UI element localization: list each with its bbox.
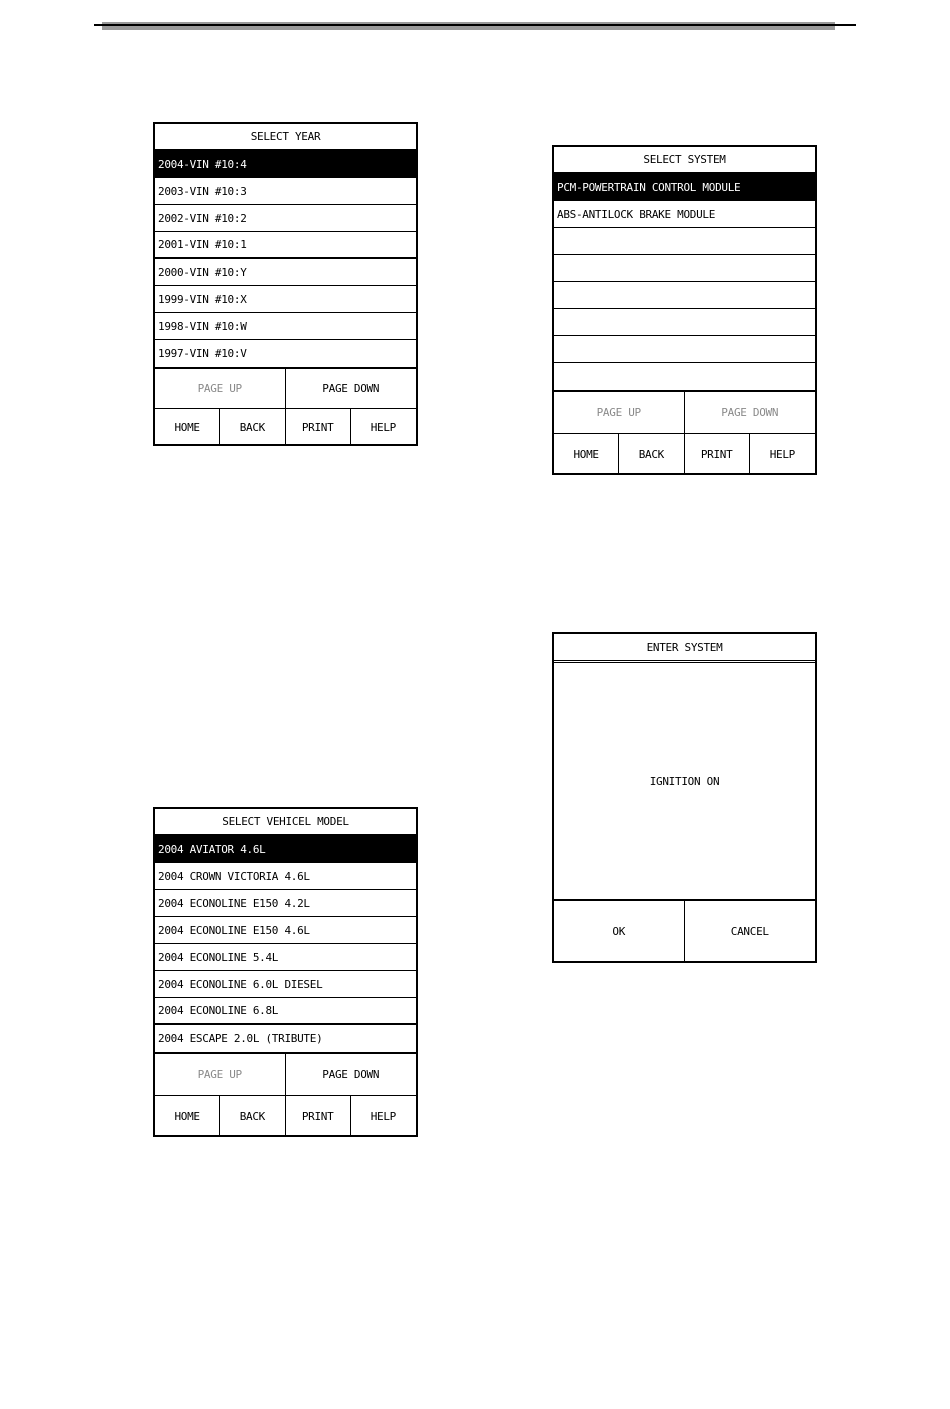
screen-title: SELECT YEAR xyxy=(155,124,416,151)
home-button[interactable]: HOME xyxy=(554,434,619,475)
list-item[interactable]: ABS-ANTILOCK BRAKE MODULE xyxy=(554,201,815,228)
page-down-button[interactable]: PAGE DOWN xyxy=(322,382,380,395)
select-model-screen xyxy=(153,807,418,1137)
print-button[interactable]: PRINT xyxy=(685,434,750,475)
list-item[interactable]: 2003-VIN #10:3 xyxy=(155,178,416,205)
enter-system-dialog xyxy=(552,632,817,963)
list-item[interactable]: 2004 AVIATOR 4.6L xyxy=(155,836,416,863)
list-item[interactable]: 2004 CROWN VICTORIA 4.6L xyxy=(155,863,416,890)
screen-title: SELECT SYSTEM xyxy=(554,147,815,174)
list-item[interactable]: 2000-VIN #10:Y xyxy=(155,259,416,286)
ok-button[interactable]: OK xyxy=(554,901,685,961)
help-button[interactable]: HELP xyxy=(370,421,397,434)
list-item[interactable]: 2001-VIN #10:1 xyxy=(155,232,416,259)
bottom-toolbar xyxy=(155,409,416,446)
back-button[interactable]: BACK xyxy=(220,409,285,446)
cancel-button[interactable]: CANCEL xyxy=(730,924,769,938)
bottom-toolbar xyxy=(155,1096,416,1137)
list-item[interactable]: 2004 ESCAPE 2.0L (TRIBUTE) xyxy=(158,1032,323,1045)
list-item[interactable]: 1997-VIN #10:V xyxy=(158,347,247,360)
home-button[interactable]: HOME xyxy=(155,409,220,446)
page-down-button[interactable]: PAGE DOWN xyxy=(721,406,779,419)
list-item[interactable]: 2004 ECONOLINE E150 4.6L xyxy=(155,917,416,944)
page-nav-row xyxy=(554,390,815,434)
help-button[interactable]: HELP xyxy=(370,1110,397,1123)
list-item[interactable]: PCM-POWERTRAIN CONTROL MODULE xyxy=(554,174,815,201)
list-item-empty xyxy=(554,282,815,309)
dialog-buttons xyxy=(554,901,815,961)
list-item[interactable]: 1999-VIN #10:X xyxy=(155,286,416,313)
select-system-screen xyxy=(552,145,817,475)
screen-title: SELECT VEHICEL MODEL xyxy=(155,809,416,836)
list-item[interactable]: 2004 ECONOLINE 6.0L DIESEL xyxy=(155,971,416,998)
list-item-empty xyxy=(554,336,815,363)
list-item[interactable]: 2004 ECONOLINE 5.4L xyxy=(155,944,416,971)
help-button[interactable]: HELP xyxy=(769,448,796,461)
list-item[interactable]: 2004-VIN #10:4 xyxy=(155,151,416,178)
page-down-button[interactable]: PAGE DOWN xyxy=(322,1068,380,1081)
list-item-empty xyxy=(554,255,815,282)
back-button[interactable]: BACK xyxy=(619,434,684,475)
list-item[interactable]: 1998-VIN #10:W xyxy=(155,313,416,340)
dialog-title: ENTER SYSTEM xyxy=(554,634,815,663)
print-button[interactable]: PRINT xyxy=(286,1096,351,1137)
list-item-empty xyxy=(554,363,815,390)
page-up-button[interactable]: PAGE UP xyxy=(155,1054,286,1095)
back-button[interactable]: BACK xyxy=(220,1096,285,1137)
list-item[interactable]: 2004 ECONOLINE 6.8L xyxy=(155,998,416,1025)
print-button[interactable]: PRINT xyxy=(286,409,351,446)
page-nav-row xyxy=(155,367,416,409)
select-year-screen xyxy=(153,122,418,446)
list-item[interactable]: 2004 ECONOLINE E150 4.2L xyxy=(155,890,416,917)
header-rule xyxy=(94,24,856,26)
bottom-toolbar xyxy=(554,434,815,475)
home-button[interactable]: HOME xyxy=(155,1096,220,1137)
dialog-message: IGNITION ON xyxy=(554,663,815,901)
page-up-button[interactable]: PAGE UP xyxy=(554,392,685,433)
list-item[interactable]: 2002-VIN #10:2 xyxy=(155,205,416,232)
page-nav-row xyxy=(155,1052,416,1096)
list-item-empty xyxy=(554,309,815,336)
list-item-empty xyxy=(554,228,815,255)
page-up-button[interactable]: PAGE UP xyxy=(155,369,286,408)
